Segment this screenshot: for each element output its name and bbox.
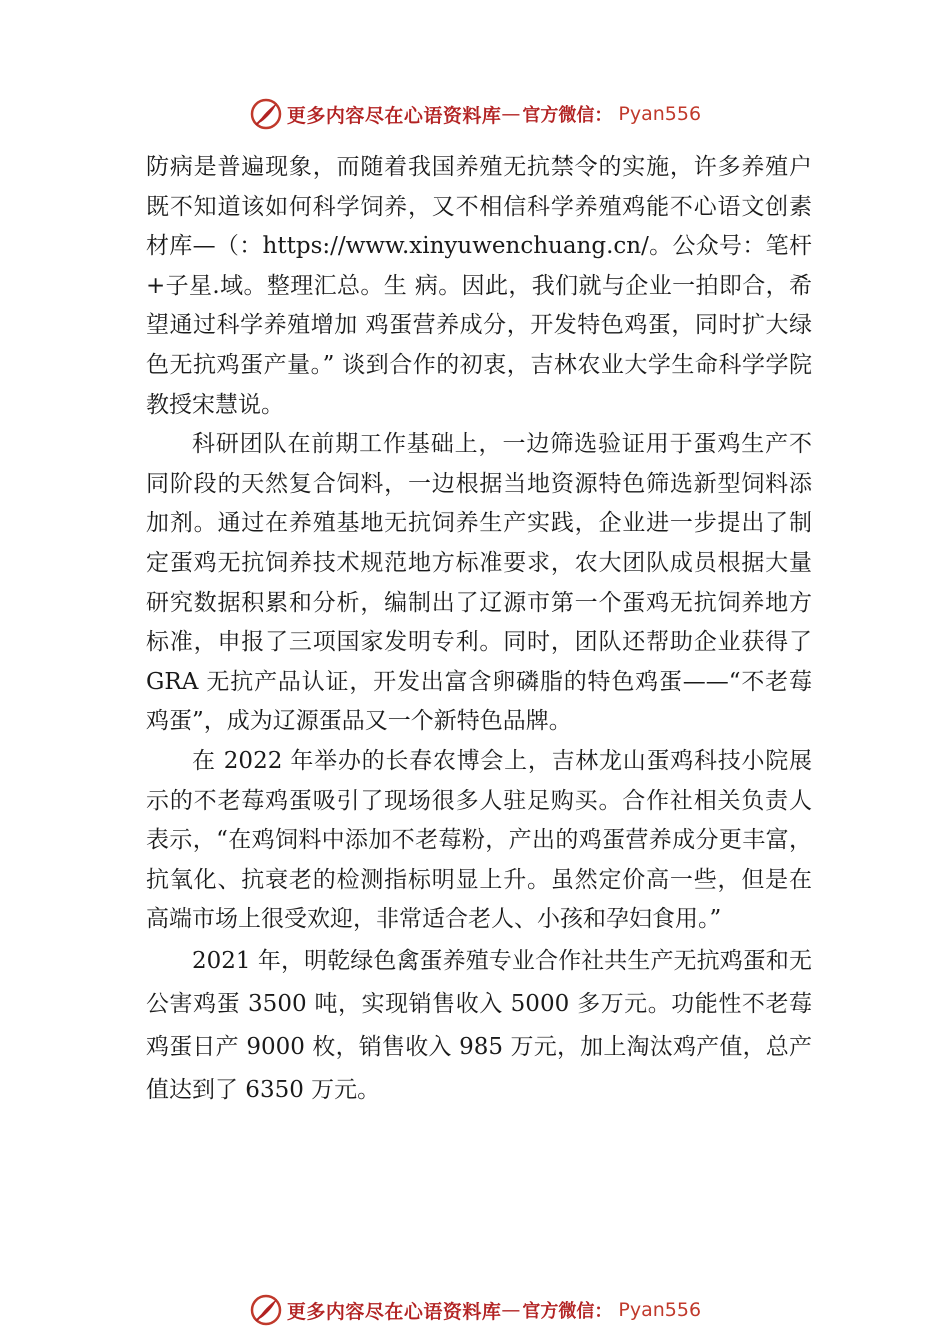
footer-watermark xyxy=(0,1290,950,1330)
watermark-dash: — xyxy=(501,103,521,125)
watermark-brand: 更多内容尽在心语资料库 xyxy=(286,104,502,127)
paragraph-2: 科研团队在前期工作基础上，一边筛选验证用于蛋鸡生产不同阶段的天然复合饲料，一边根据当地资源特色筛选新型饲料添加剂。通过在养殖基地无抗饲养生产实践，企业进一步提出了制定蛋鸡无抗饲养技术规范地方标准要求，农大团队成员根据大量研究数据积累和分析，编制出了辽源市第一个蛋鸡无抗饲养地方标准，申报了三项国家发明专利。同时，团队还帮助企业获得了 GRA 无抗产品认证，开发出富含卵磷脂的特色鸡蛋——“不老莓鸡蛋”，成为辽源蛋品又一个新特色品牌。 xyxy=(146,431,812,735)
paragraph-4: 2021 年，明乾绿色禽蛋养殖专业合作社共生产无抗鸡蛋和无公害鸡蛋 3500 吨，实现销售收入 5000 多万元。功能性不老莓鸡蛋日产 9000 枚，销售收入 985 万元，加上淘汰鸡产值，总产值达到了 6350 万元。 xyxy=(146,947,812,1104)
watermark-wechat-label: 官方微信： xyxy=(522,105,613,126)
article-body xyxy=(146,148,812,1113)
watermark-wechat-id: Pyan556 xyxy=(618,103,702,125)
header-watermark xyxy=(0,94,950,134)
paragraph-1: 防病是普遍现象，而随着我国养殖无抗禁令的实施，许多养殖户既不知道该如何科学饲养，又不相信科学养殖鸡能不心语文创素材库—（：https://www.xinyuwenchuang.cn/。公众号：笔杆+子星.域。整理汇总。生 病。因此，我们就与企业一拍即合，希望通过科学养殖增加 鸡蛋营养成分，开发特色鸡蛋，同时扩大绿色无抗鸡蛋产量。” 谈到合作的初衷，吉林农业大学生命科学学院教授宋慧说。 xyxy=(146,154,812,418)
watermark-wechat-label: 官方微信： xyxy=(522,1301,613,1322)
watermark-dash: — xyxy=(501,1299,521,1321)
feather-quill-icon xyxy=(249,1293,283,1327)
feather-quill-icon xyxy=(249,97,283,131)
watermark-wechat-id: Pyan556 xyxy=(618,1299,702,1321)
watermark-brand: 更多内容尽在心语资料库 xyxy=(286,1300,502,1323)
paragraph-3: 在 2022 年举办的长春农博会上，吉林龙山蛋鸡科技小院展示的不老莓鸡蛋吸引了现场很多人驻足购买。合作社相关负责人表示，“在鸡饲料中添加不老莓粉，产出的鸡蛋营养成分更丰富，抗氧化、抗衰老的检测指标明显上升。虽然定价高一些，但是在高端市场上很受欢迎，非常适合老人、小孩和孕妇食用。” xyxy=(146,747,812,933)
